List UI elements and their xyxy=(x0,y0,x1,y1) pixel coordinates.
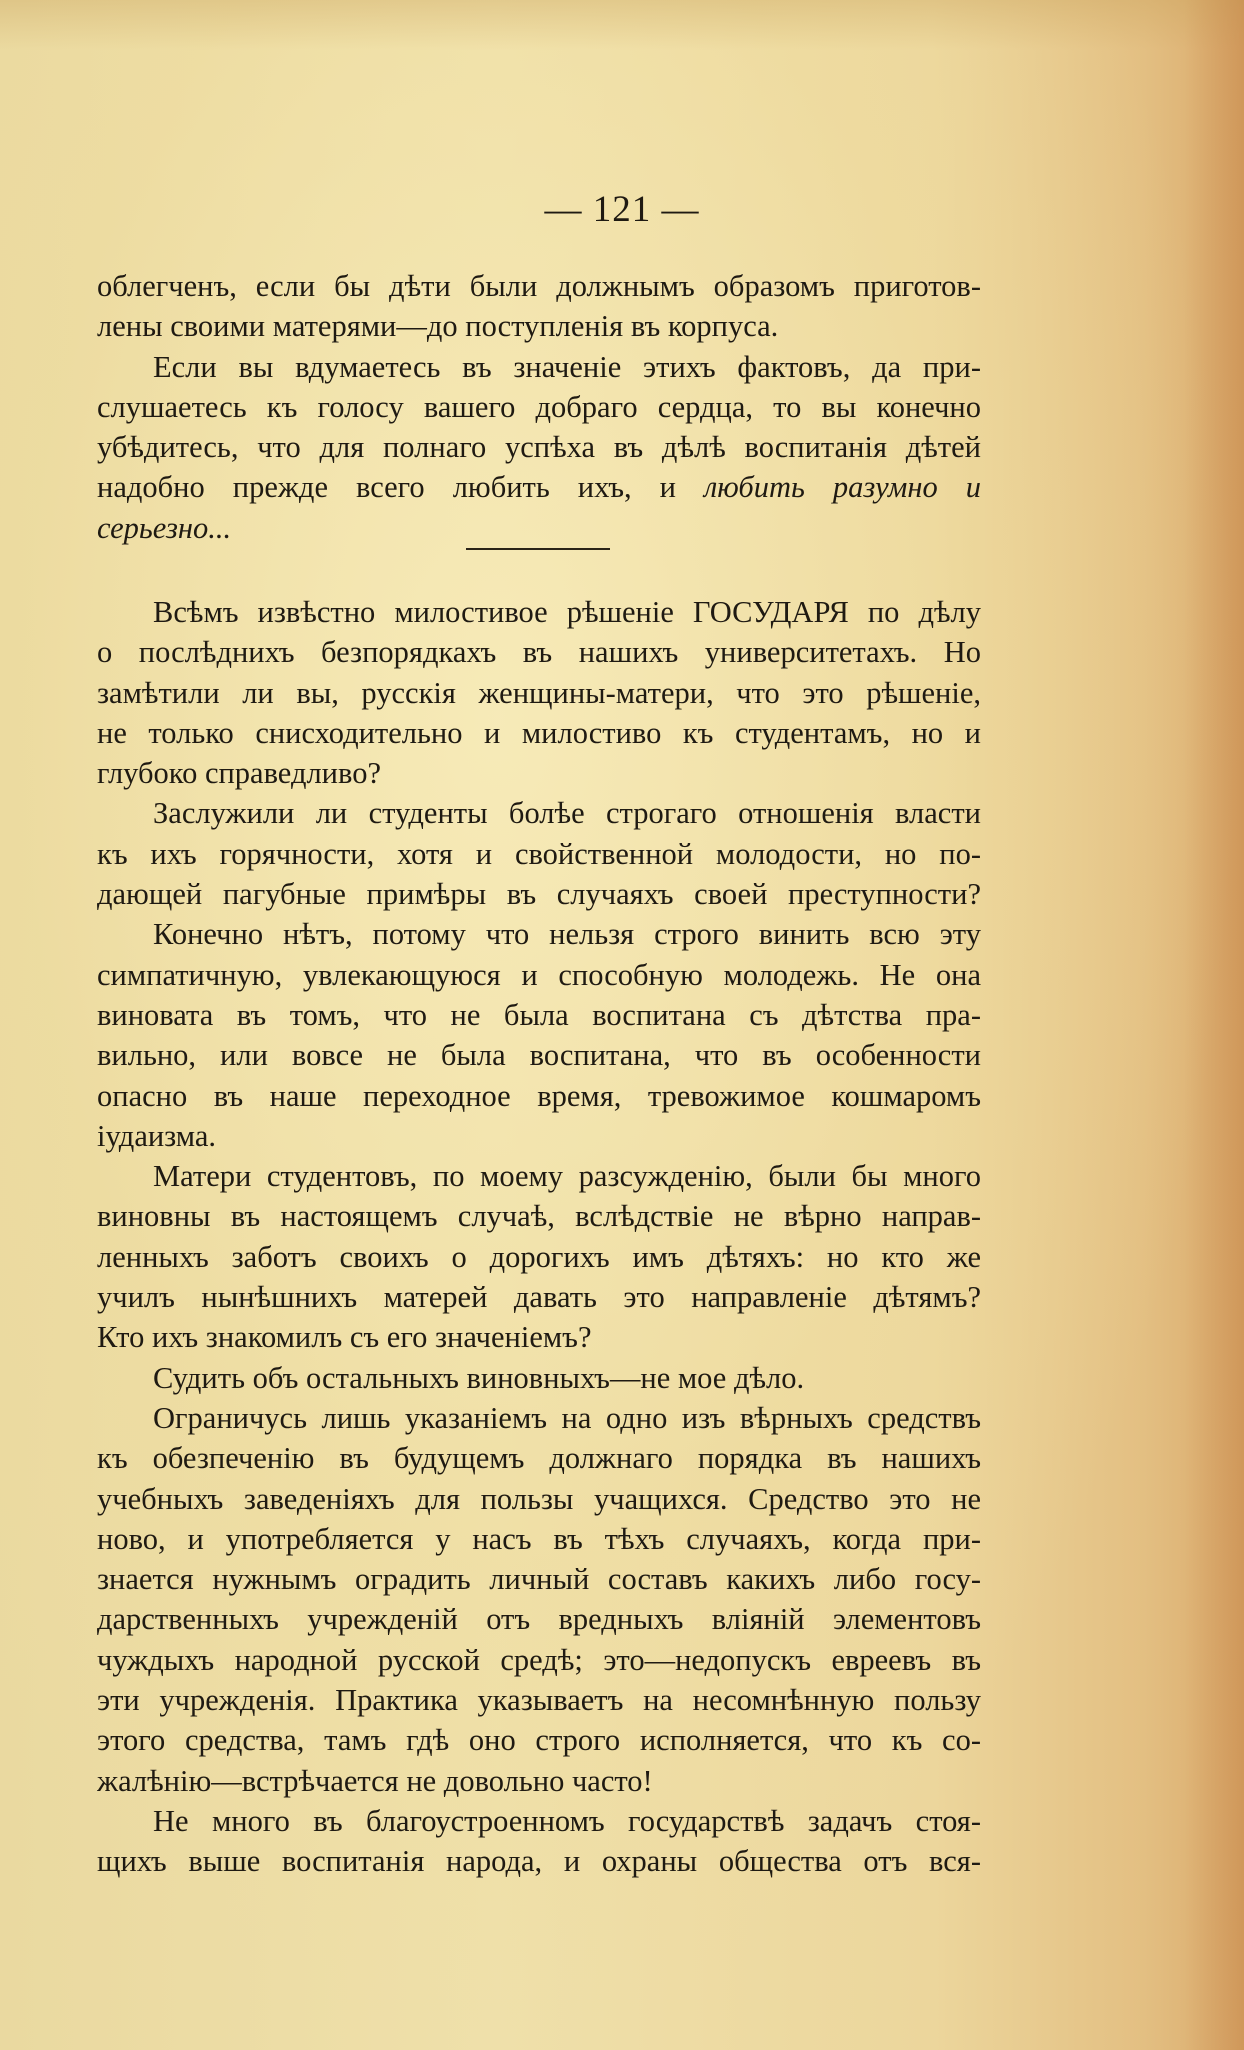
text-line: Конечно нѣтъ, потому что нельзя строго винить всю эту xyxy=(153,917,981,952)
text-line: къ ихъ горячности, хотя и свойственной молодости, но по- xyxy=(97,836,981,871)
text-line: Не много въ благоустроенномъ государствѣ задачъ стоя- xyxy=(153,1803,981,1838)
text-line: Кто ихъ знакомилъ съ его значеніемъ? xyxy=(97,1320,592,1355)
text-line: Если вы вдумаетесь въ значеніе этихъ фактовъ, да при- xyxy=(153,349,981,384)
text-line: Заслужили ли студенты болѣе строгаго отношенія власти xyxy=(153,796,981,831)
text-line: учебныхъ заведеніяхъ для пользы учащихся. Средство это не xyxy=(97,1481,981,1516)
text-line: чуждыхъ народной русской средѣ; это—недопускъ евреевъ въ xyxy=(97,1642,981,1677)
text-line: знается нужнымъ оградить личный составъ какихъ либо госу- xyxy=(97,1562,981,1597)
text-line: этого средства, тамъ гдѣ оно строго исполняется, что къ со- xyxy=(97,1723,981,1758)
text-line: опасно въ наше переходное время, тревожимое кошмаромъ xyxy=(97,1078,981,1113)
text-line: виновата въ томъ, что не была воспитана съ дѣтства пра- xyxy=(97,997,981,1032)
text-line: ново, и употребляется у насъ въ тѣхъ случаяхъ, когда при- xyxy=(97,1521,981,1556)
text-line: къ обезпеченію въ будущемъ должнаго порядка въ нашихъ xyxy=(97,1441,981,1476)
paragraph-block-2 xyxy=(97,592,981,1882)
text-line: училъ нынѣшнихъ матерей давать это направленіе дѣтямъ? xyxy=(97,1280,981,1315)
text-plain: надобно прежде всего любить ихъ, и xyxy=(97,470,676,505)
text-line: Судить объ остальныхъ виновныхъ—не мое дѣло. xyxy=(153,1360,805,1395)
text-line: Матери студентовъ, по моему разсужденію, были бы много xyxy=(153,1159,981,1194)
text-line: облегченъ, если бы дѣти были должнымъ образомъ приготов- xyxy=(97,269,981,303)
text-line: іудаизма. xyxy=(97,1118,217,1153)
text-line: Всѣмъ извѣстно милостивое рѣшеніе ГОСУДАРЯ по дѣлу xyxy=(153,595,981,629)
text-line: слушаетесь къ голосу вашего добраго сердца, то вы конечно xyxy=(97,389,981,424)
text-italic: любить разумно и xyxy=(704,470,981,505)
text-line: убѣдитесь, что для полнаго успѣха въ дѣлѣ воспитанія дѣтей xyxy=(97,430,981,465)
text-line: вильно, или вовсе не была воспитана, что въ особенности xyxy=(97,1038,981,1073)
text-line: виновны въ настоящемъ случаѣ, вслѣдствіе не вѣрно направ- xyxy=(97,1199,981,1234)
text-line: лены своими матерями—до поступленія въ корпуса. xyxy=(97,309,779,344)
text-line-mixed xyxy=(97,467,981,507)
text-line: щихъ выше воспитанія народа, и охраны общества отъ вся- xyxy=(97,1844,981,1879)
text-line-italic: серьезно... xyxy=(97,510,232,545)
text-line: Ограничусь лишь указаніемъ на одно изъ вѣрныхъ средствъ xyxy=(153,1400,981,1435)
text-line: замѣтили ли вы, русскія женщины-матери, что это рѣшеніе, xyxy=(97,675,981,710)
page-number: — 121 — xyxy=(544,189,700,230)
page-shadow-right xyxy=(1184,0,1244,2050)
section-divider xyxy=(466,548,610,550)
text-line: симпатичную, увлекающуюся и способную молодежь. Не она xyxy=(97,957,981,992)
text-line: дарственныхъ учрежденій отъ вредныхъ вліяній элементовъ xyxy=(97,1602,981,1637)
text-line: эти учрежденія. Практика указываетъ на несомнѣнную пользу xyxy=(97,1683,981,1718)
text-line: глубоко справедливо? xyxy=(97,756,381,791)
paragraph-block-1 xyxy=(97,266,981,548)
text-line: жалѣнію—встрѣчается не довольно часто! xyxy=(97,1763,653,1798)
text-line: о послѣднихъ безпорядкахъ въ нашихъ университетахъ. Но xyxy=(97,635,981,670)
text-line: дающей пагубные примѣры въ случаяхъ своей преступности? xyxy=(97,877,981,912)
text-line: ленныхъ заботъ своихъ о дорогихъ имъ дѣтяхъ: но кто же xyxy=(97,1239,981,1274)
text-line: не только снисходительно и милостиво къ студентамъ, но и xyxy=(97,715,981,750)
page-shadow-top xyxy=(0,0,1244,50)
